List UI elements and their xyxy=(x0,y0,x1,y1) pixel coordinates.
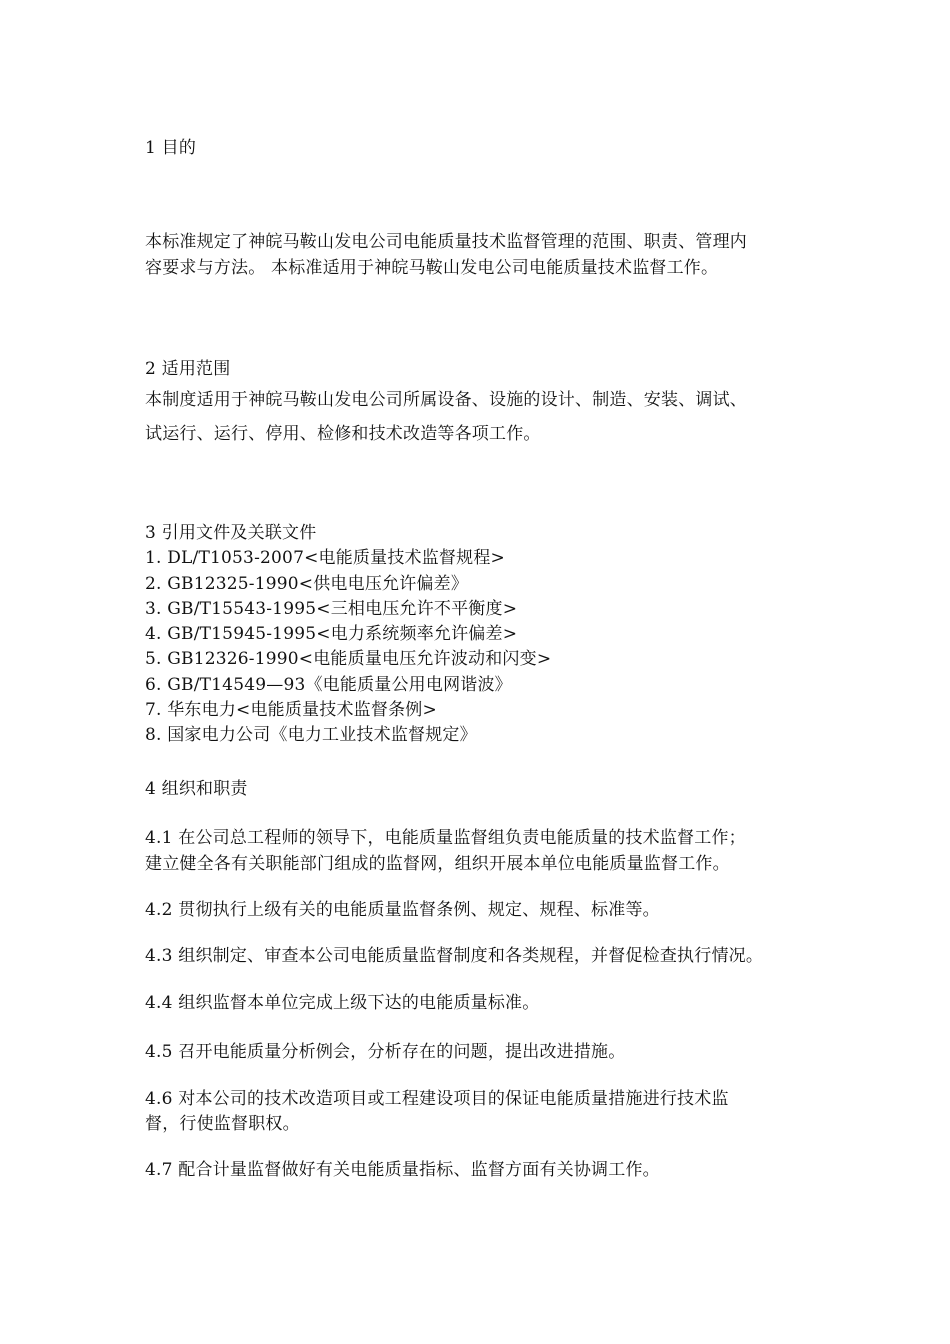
section-4-heading: 4 组织和职责 xyxy=(145,779,248,799)
section-1-text-line-2: 容要求与方法。 本标准适用于神皖马鞍山发电公司电能质量技术监督工作。 xyxy=(145,258,719,278)
reference-item-6: 6. GB/T14549—93《电能质量公用电网谐波》 xyxy=(145,675,512,695)
section-1-heading: 1 目的 xyxy=(145,138,197,158)
reference-item-1: 1. DL/T1053-2007<电能质量技术监督规程> xyxy=(145,548,505,568)
section-3-heading: 3 引用文件及关联文件 xyxy=(145,523,317,543)
clause-4-6-line-1: 4.6 对本公司的技术改造项目或工程建设项目的保证电能质量措施进行技术监 xyxy=(145,1089,729,1109)
clause-4-2: 4.2 贯彻执行上级有关的电能质量监督条例、规定、规程、标准等。 xyxy=(145,900,660,920)
section-2-heading: 2 适用范围 xyxy=(145,359,231,379)
section-2-text-line-1: 本制度适用于神皖马鞍山发电公司所属设备、设施的设计、制造、安装、调试、 xyxy=(145,390,747,410)
clause-4-1-line-1: 4.1 在公司总工程师的领导下，电能质量监督组负责电能质量的技术监督工作； xyxy=(145,828,746,848)
clause-4-4: 4.4 组织监督本单位完成上级下达的电能质量标准。 xyxy=(145,993,540,1013)
reference-item-8: 8. 国家电力公司《电力工业技术监督规定》 xyxy=(145,725,477,745)
clause-4-1-line-2: 建立健全各有关职能部门组成的监督网，组织开展本单位电能质量监督工作。 xyxy=(145,854,730,874)
clause-4-3: 4.3 组织制定、审查本公司电能质量监督制度和各类规程，并督促检查执行情况。 xyxy=(145,946,764,966)
reference-item-5: 5. GB12326-1990<电能质量电压允许波动和闪变> xyxy=(145,649,552,669)
reference-item-7: 7. 华东电力<电能质量技术监督条例> xyxy=(145,700,437,720)
reference-item-4: 4. GB/T15945-1995<电力系统频率允许偏差> xyxy=(145,624,518,644)
reference-item-3: 3. GB/T15543-1995<三相电压允许不平衡度> xyxy=(145,599,518,619)
clause-4-6-line-2: 督，行使监督职权。 xyxy=(145,1114,300,1134)
clause-4-7: 4.7 配合计量监督做好有关电能质量指标、监督方面有关协调工作。 xyxy=(145,1160,660,1180)
reference-item-2: 2. GB12325-1990<供电电压允许偏差》 xyxy=(145,574,469,594)
section-1-text-line-1: 本标准规定了神皖马鞍山发电公司电能质量技术监督管理的范围、职责、管理内 xyxy=(145,232,747,252)
clause-4-5: 4.5 召开电能质量分析例会，分析存在的问题，提出改进措施。 xyxy=(145,1042,626,1062)
section-2-text-line-2: 试运行、运行、停用、检修和技术改造等各项工作。 xyxy=(145,424,541,444)
